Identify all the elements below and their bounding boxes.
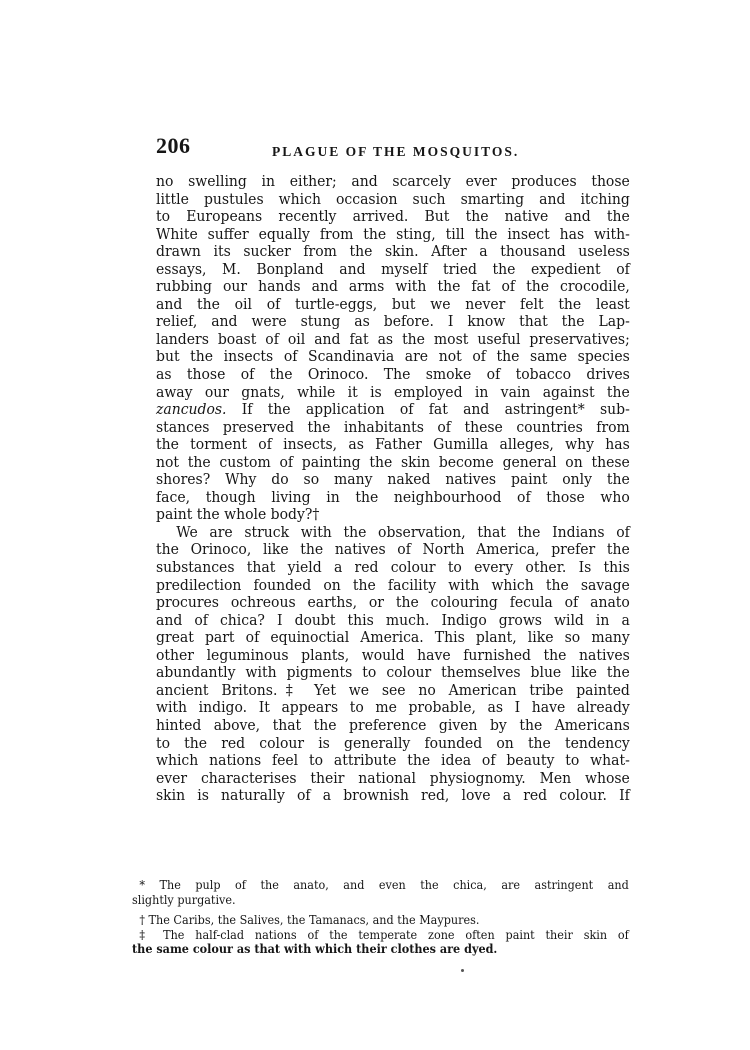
body-line: drawn its sucker from the skin. After a thousand useless [156, 242, 630, 261]
body-line: not the custom of painting the skin become general on these [156, 452, 630, 471]
body-line: other leguminous plants, would have furnished the natives [156, 645, 630, 664]
body-line: great part of equinoctial America. This plant, like so many [156, 628, 630, 647]
body-line: to Europeans recently arrived. But the native and the [156, 207, 630, 226]
body-text [156, 173, 630, 805]
page-header [150, 133, 630, 165]
body-line: as those of the Orinoco. The smoke of tobacco drives [156, 365, 630, 384]
footnotes [132, 878, 629, 957]
body-line: skin is naturally of a brownish red, love a red colour. If [156, 786, 630, 805]
body-line: ancient Britons.‡ Yet we see no American tribe painted [156, 680, 630, 699]
body-line: away our gnats, while it is employed in vain against the [156, 382, 630, 401]
body-line: and the oil of turtle-eggs, but we never felt the least [156, 294, 630, 313]
footnote-line: slightly purgative. [132, 892, 236, 907]
body-line: but the insects of Scandinavia are not of the same species [156, 347, 630, 366]
body-line: stances preserved the inhabitants of these countries from [156, 417, 630, 436]
body-line: with indigo. It appears to me probable, as I have already [156, 698, 630, 717]
footnote-line: † The Caribs, the Salives, the Tamanacs, and the Maypures. [139, 913, 480, 927]
body-line: abundantly with pigments to colour themselves blue like the [156, 663, 630, 682]
body-line: and of chica? I doubt this much. Indigo grows wild in a [156, 610, 630, 629]
page-number: 206 [156, 133, 191, 158]
body-line: the torment of insects, as Father Gumilla alleges, why has [156, 435, 630, 454]
body-line: ever characterises their national physiognomy. Men whose [156, 768, 630, 787]
body-line: face, though living in the neighbourhood of those who [156, 487, 630, 506]
body-line: to the red colour is generally founded on the tendency [156, 733, 630, 752]
body-line: substances that yield a red colour to every other. Is this [156, 558, 630, 577]
body-line: little pustules which occasion such smarting and itching [156, 189, 630, 208]
body-line: White suffer equally from the sting, till the insect has with- [156, 224, 630, 243]
body-line: essays, M. Bonpland and myself tried the expedient of [156, 259, 630, 278]
body-line: predilection founded on the facility with which the savage [156, 575, 630, 594]
footnote-line: the same colour as that with which their clothes are dyed. [132, 942, 498, 956]
body-line: no swelling in either; and scarcely ever produces those [156, 172, 630, 190]
body-line: procures ochreous earths, or the colouring fecula of anato [156, 593, 630, 612]
body-line: hinted above, that the preference given by the Americans [156, 715, 630, 734]
body-line: rubbing our hands and arms with the fat of the crocodile, [156, 277, 630, 296]
running-title: PLAGUE OF THE MOSQUITOS. [272, 144, 520, 159]
body-line: relief, and were stung as before. I know that the Lap- [156, 312, 630, 331]
ink-speck [461, 969, 464, 972]
body-line: We are struck with the observation, that the Indians of [176, 522, 630, 541]
body-line: zancudos. If the application of fat and astringent* sub- [156, 400, 630, 419]
footnote-line: ‡ The half-clad nations of the temperate zone often paint their skin of [139, 927, 629, 942]
body-line: the Orinoco, like the natives of North America, prefer the [156, 540, 630, 559]
body-line: which nations feel to attribute the idea of beauty to what- [156, 751, 630, 770]
body-line: landers boast of oil and fat as the most useful preservatives; [156, 329, 630, 348]
body-line: paint the whole body?† [156, 505, 320, 524]
footnote-line: * The pulp of the anato, and even the chica, are astringent and [139, 878, 629, 892]
body-line: shores? Why do so many naked natives paint only the [156, 470, 630, 489]
